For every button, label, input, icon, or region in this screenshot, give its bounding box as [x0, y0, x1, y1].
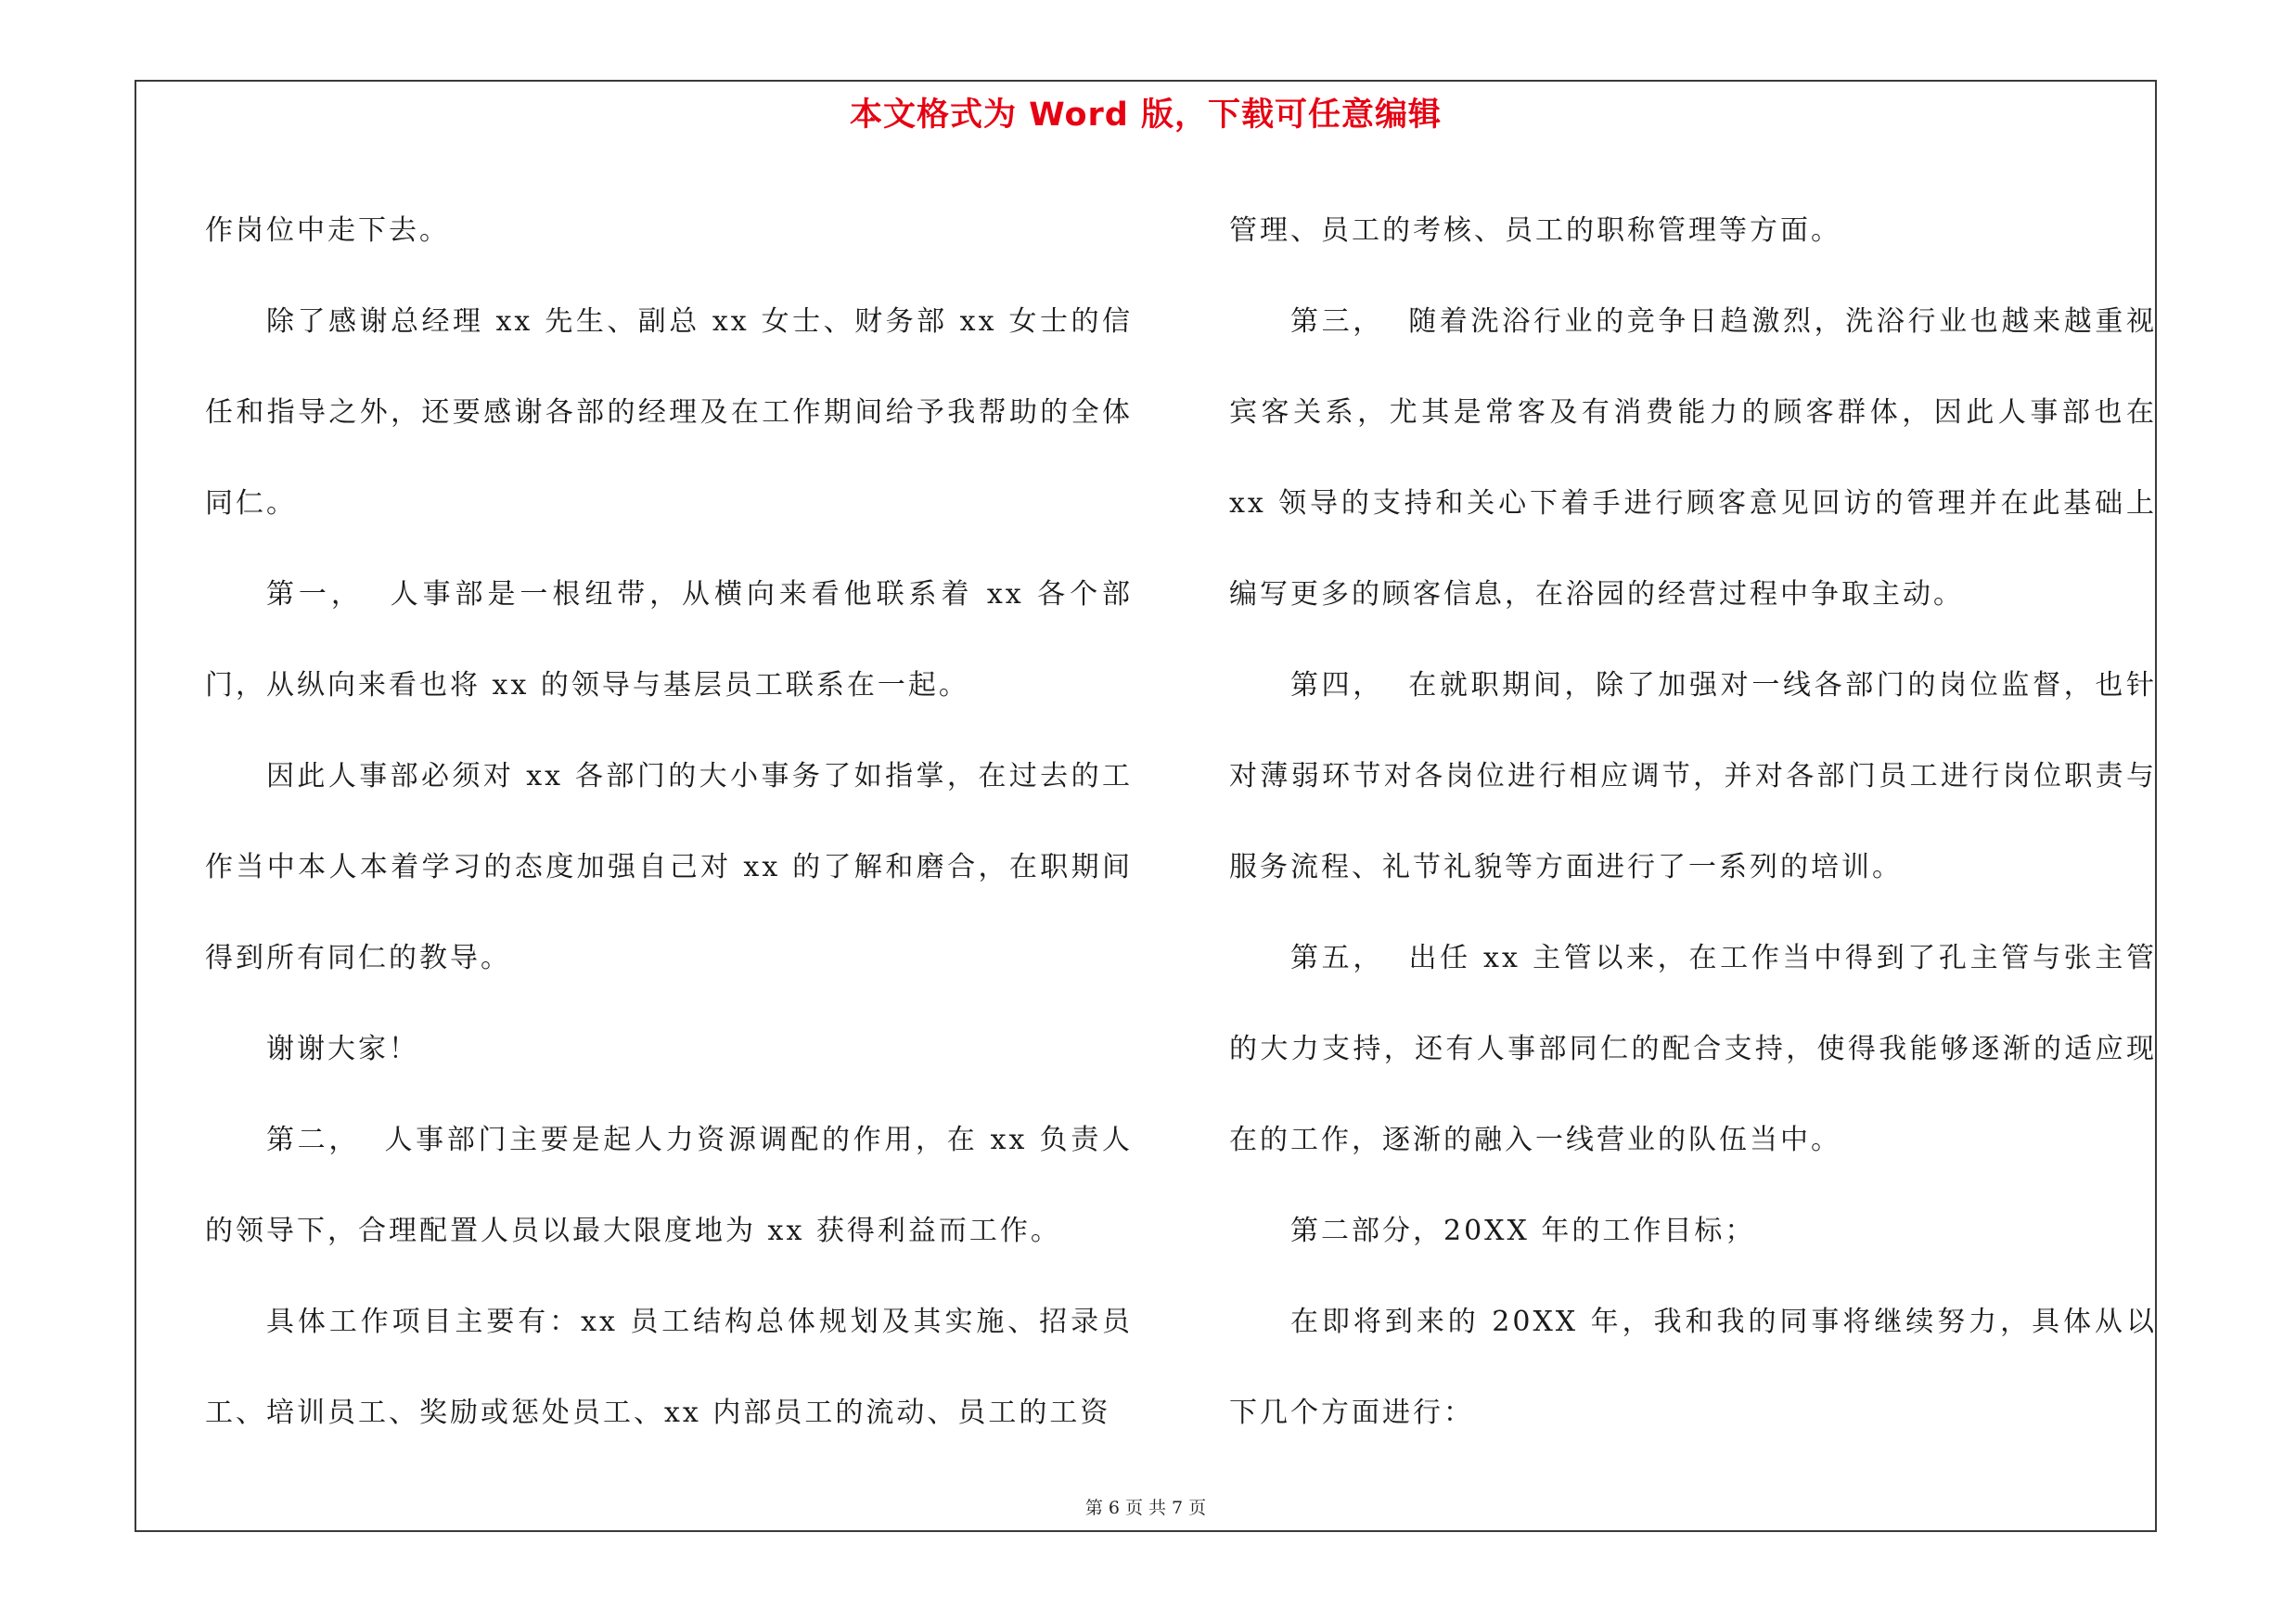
paragraph: 作岗位中走下去。 — [205, 214, 450, 247]
paragraph: 第一， 人事部是一根纽带，从横向来看他联系着 xx 各个部门，从纵向来看也将 xx 的领导与基层员工联系在一起。 — [205, 578, 1133, 702]
right-column — [1229, 186, 2169, 1459]
header-banner: 本文格式为 Word 版，下载可任意编辑 — [849, 97, 1443, 134]
paragraph: 因此人事部必须对 xx 各部门的大小事务了如指掌，在过去的工作当中本人本着学习的态度加强自己对 xx 的了解和磨合，在职期间得到所有同仁的教导。 — [205, 760, 1133, 974]
paragraph: 谢谢大家！ — [266, 1033, 419, 1065]
paragraph: 第二部分，20XX 年的工作目标； — [1290, 1215, 1756, 1247]
page-frame — [135, 80, 2169, 1532]
paragraph: 具体工作项目主要有：xx 员工结构总体规划及其实施、招录员工、培训员工、奖励或惩处员工、xx 内部员工的流动、员工的工资 — [205, 1306, 1133, 1429]
paragraph: 第五， 出任 xx 主管以来，在工作当中得到了孔主管与张主管的大力支持，还有人事部同仁的配合支持，使得我能够逐渐的适应现在的工作，逐渐的融入一线营业的队伍当中。 — [1229, 942, 2157, 1156]
paragraph: 管理、员工的考核、员工的职称管理等方面。 — [1229, 214, 1841, 247]
paragraph: 第二， 人事部门主要是起人力资源调配的作用，在 xx 负责人的领导下，合理配置人员以最大限度地为 xx 获得利益而工作。 — [205, 1124, 1133, 1247]
paragraph: 在即将到来的 20XX 年，我和我的同事将继续努力，具体从以下几个方面进行： — [1229, 1306, 2157, 1429]
paragraph: 第三， 随着洗浴行业的竞争日趋激烈，洗浴行业也越来越重视宾客关系，尤其是常客及有消费能力的顾客群体，因此人事部也在 xx 领导的支持和关心下着手进行顾客意见回访的管理并在此基础上编写更多的顾客信息，在浴园的经营过程中争取主动。 — [1229, 305, 2169, 611]
page-number: 第 6 页 共 7 页 — [1084, 1498, 1207, 1518]
paragraph: 除了感谢总经理 xx 先生、副总 xx 女士、财务部 xx 女士的信任和指导之外，还要感谢各部的经理及在工作期间给予我帮助的全体同仁。 — [205, 305, 1133, 520]
paragraph: 第四， 在就职期间，除了加强对一线各部门的岗位监督，也针对薄弱环节对各岗位进行相应调节，并对各部门员工进行岗位职责与服务流程、礼节礼貌等方面进行了一系列的培训。 — [1229, 669, 2157, 883]
left-column — [205, 186, 1133, 1459]
